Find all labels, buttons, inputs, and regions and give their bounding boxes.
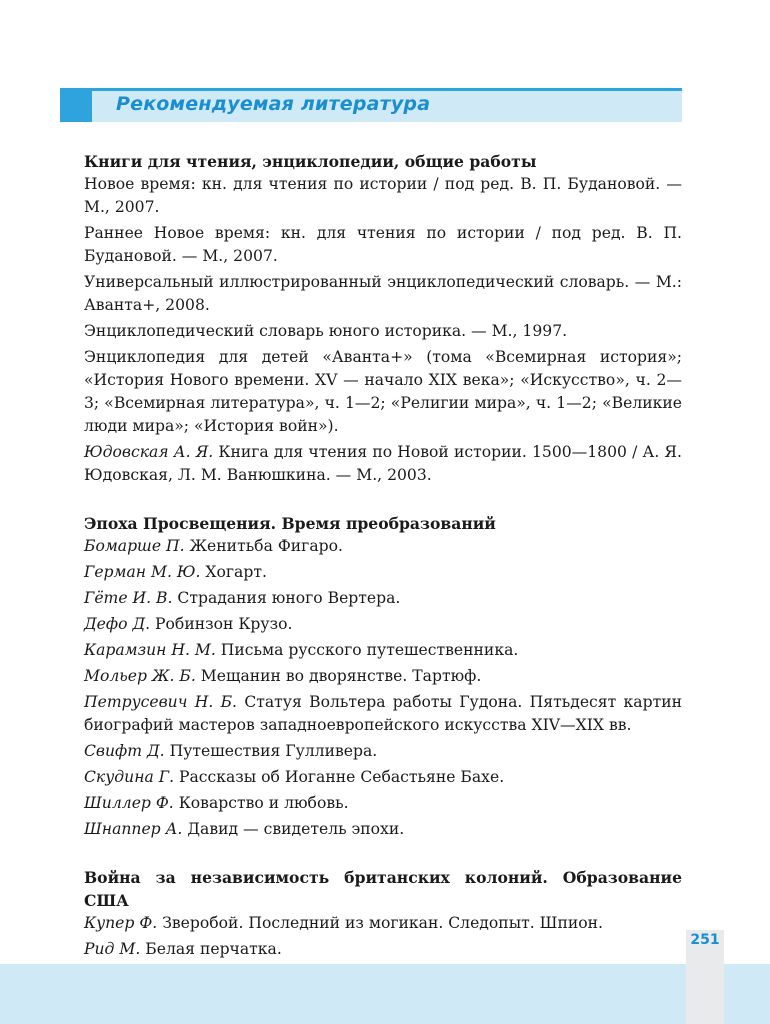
entry-text: Книга для чтения по Новой истории. 1500—1800 / А. Я. Юдовская, Л. М. Ванюшкина. — М., 2003. (84, 443, 682, 484)
list-item (84, 346, 682, 438)
entry-text: Рассказы об Иоганне Себастьяне Бахе. (174, 768, 505, 786)
entry-author: Карамзин Н. М. (84, 641, 216, 659)
list-item (84, 222, 682, 268)
entry-text: Зверобой. Последний из могикан. Следопыт. Шпион. (157, 914, 603, 932)
entry-text: Робинзон Крузо. (150, 615, 293, 633)
list-item (84, 587, 682, 610)
list-item (84, 441, 682, 487)
bibliography (84, 150, 682, 964)
entry-text: Коварство и любовь. (173, 794, 349, 812)
entry-text: Универсальный иллюстрированный энциклопедический словарь. — М.: Аванта+, 2008. (84, 273, 682, 314)
entry-text: Новое время: кн. для чтения по истории / под ред. В. П. Будановой. — М., 2007. (84, 175, 682, 216)
footer-band (0, 964, 770, 1024)
list-item (84, 792, 682, 815)
entry-text: Энциклопедия для детей «Аванта+» (тома «Всемирная история»; «История Нового времени. XV — начало XIX века»; «Искусство», ч. 2—3; «Всемирная литература», ч. 1—2; «Религии мира», ч. 1—2; «Великие люди мира»; «История войн»). (84, 348, 682, 435)
entry-author: Гёте И. В. (84, 589, 173, 607)
list-item (84, 535, 682, 558)
entry-author: Свифт Д. (84, 742, 165, 760)
entry-text: Путешествия Гулливера. (164, 742, 378, 760)
entry-text: Белая перчатка. (140, 940, 282, 958)
entry-text: Мещанин во дворянстве. Тартюф. (195, 667, 482, 685)
entry-text: Хогарт. (200, 563, 267, 581)
header-accent-block (60, 88, 92, 122)
list-item (84, 691, 682, 737)
list-item (84, 912, 682, 935)
entry-text: Письма русского путешественника. (215, 641, 519, 659)
list-item (84, 938, 682, 961)
list-item (84, 173, 682, 219)
list-item (84, 639, 682, 662)
entry-author: Бомарше П. (84, 537, 185, 555)
section-title: Война за независимость британских колоний. Образование США (84, 868, 682, 910)
section-header (60, 88, 682, 122)
entry-text: Страдания юного Вертера. (172, 589, 401, 607)
entry-text: Статуя Вольтера работы Гудона. Пятьдесят картин биографий мастеров западноевропейского искусства XIV—XIX вв. (84, 693, 682, 734)
entry-author: Шиллер Ф. (84, 794, 174, 812)
list-item (84, 665, 682, 688)
header-top-line (92, 88, 682, 91)
page-number: 251 (690, 932, 720, 948)
list-item (84, 561, 682, 584)
list-item (84, 320, 682, 343)
entry-author: Рид М. (84, 940, 141, 958)
list-item (84, 766, 682, 789)
list-item (84, 271, 682, 317)
list-item (84, 613, 682, 636)
entry-text: Энциклопедический словарь юного историка. — М., 1997. (84, 322, 568, 340)
section-title: Книги для чтения, энциклопедии, общие работы (84, 152, 537, 171)
entry-author: Петрусевич Н. Б. (84, 693, 238, 711)
entry-author: Шнаппер А. (84, 820, 183, 838)
entry-author: Герман М. Ю. (84, 563, 201, 581)
entry-author: Мольер Ж. Б. (84, 667, 196, 685)
entry-text: Давид — свидетель эпохи. (182, 820, 405, 838)
entry-author: Купер Ф. (84, 914, 158, 932)
entry-text: Раннее Новое время: кн. для чтения по истории / под ред. В. П. Будановой. — М., 2007. (84, 224, 682, 265)
list-item (84, 740, 682, 763)
entry-text: Женитьба Фигаро. (184, 537, 343, 555)
entry-author: Юдовская А. Я. (84, 443, 214, 461)
entry-author: Скудина Г. (84, 768, 175, 786)
list-item (84, 818, 682, 841)
page-title: Рекомендуемая литература (116, 93, 431, 115)
entry-author: Дефо Д. (84, 615, 151, 633)
section-title: Эпоха Просвещения. Время преобразований (84, 514, 496, 533)
